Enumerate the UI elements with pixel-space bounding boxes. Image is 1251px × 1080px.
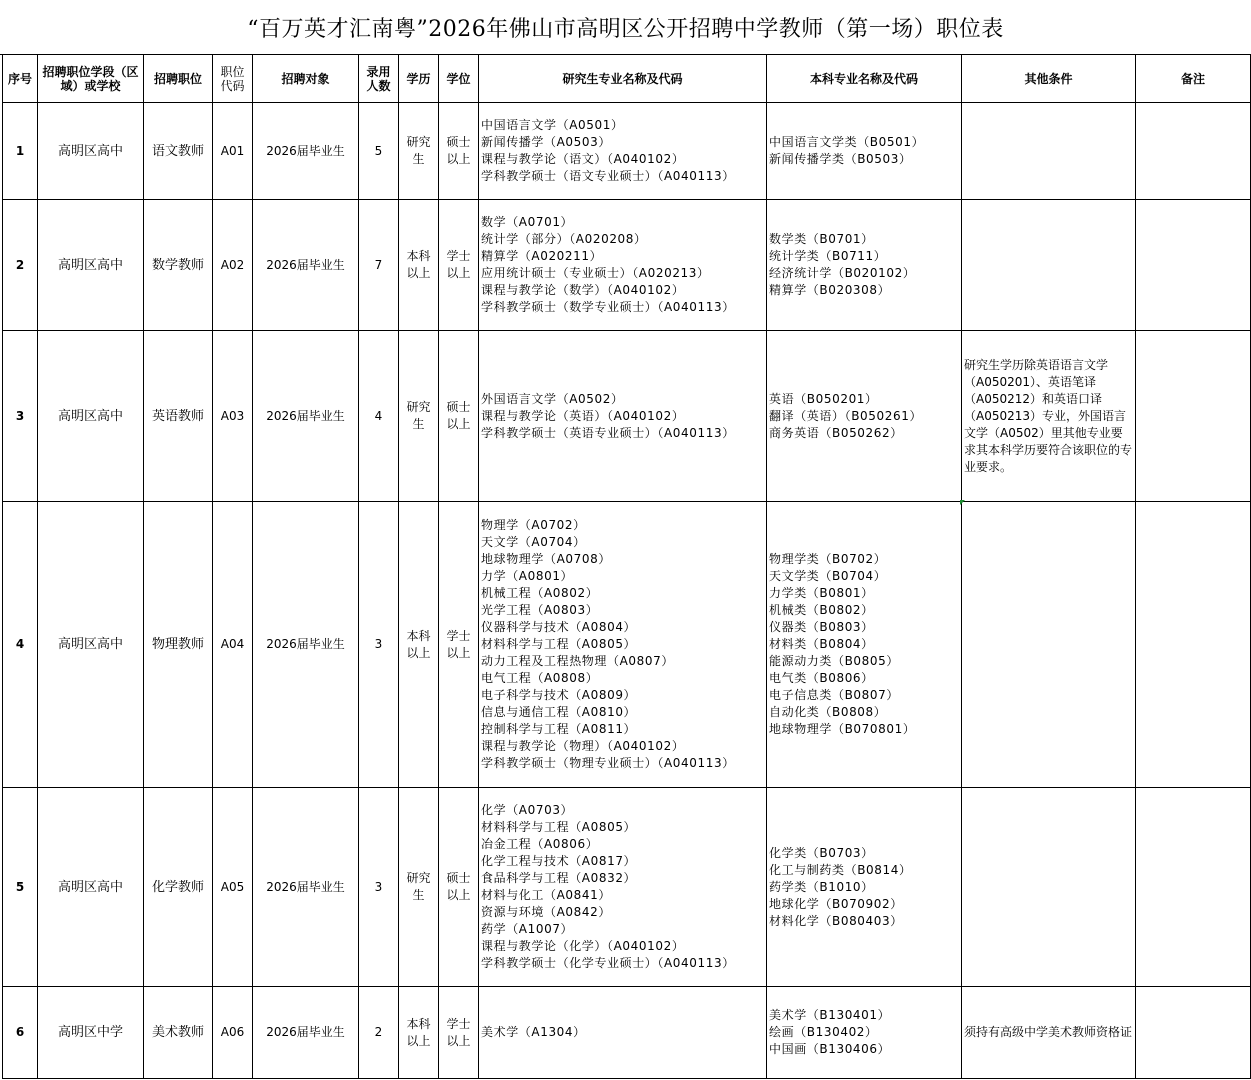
- header-ug-major: 本科专业名称及代码: [767, 55, 962, 103]
- row-grad-majors-item: 数学（A0701）: [481, 215, 574, 229]
- row-seq: 1: [3, 103, 38, 200]
- row-grad-majors-item: 仪器科学与技术（A0804）: [481, 620, 637, 634]
- row-ug-majors-item: 英语（B050201）: [769, 391, 878, 406]
- row-seq: 5: [3, 788, 38, 987]
- row-ug-majors-item: 数学类（B0701）: [769, 232, 874, 246]
- row-grad-majors-item: 应用统计硕士（专业硕士）（A020213）: [481, 266, 710, 280]
- row-ug-majors-item: 机械类（B0802）: [769, 603, 874, 617]
- row-ug-majors-item: 仪器类（B0803）: [769, 620, 874, 634]
- header-education: 学历: [399, 55, 439, 103]
- row-seq: 2: [3, 200, 38, 331]
- row-degree-text: 学士以上: [446, 628, 471, 660]
- row-grad-majors-item: 信息与通信工程（A0810）: [481, 705, 637, 719]
- row-grad-majors-item: 课程与教学论（英语）（A040102）: [481, 408, 685, 423]
- row-grad-majors-item: 新闻传播学（A0503）: [481, 135, 611, 149]
- row-ug-majors-item: 精算学（B020308）: [769, 283, 891, 297]
- row-grad-majors-item: 统计学（部分）（A020208）: [481, 232, 647, 246]
- table-row: [3, 987, 1251, 1079]
- row-position: 化学教师: [144, 788, 213, 987]
- row-grad-majors-item: 学科教学硕士（化学专业硕士）（A040113）: [481, 956, 735, 970]
- row-remarks: [1136, 788, 1251, 987]
- row-remarks: [1136, 200, 1251, 331]
- row-grad-majors-item: 控制科学与工程（A0811）: [481, 722, 637, 736]
- row-target: 2026届毕业生: [253, 502, 359, 788]
- row-education: [399, 331, 439, 502]
- row-grad-majors-item: 电气工程（A0808）: [481, 671, 599, 685]
- row-quota: 4: [359, 331, 399, 502]
- row-target: 2026届毕业生: [253, 788, 359, 987]
- row-education-text: 研究生: [406, 871, 431, 902]
- row-ug-majors-item: 化工与制药类（B0814）: [769, 862, 912, 877]
- table-body: [3, 103, 1251, 1079]
- row-school: 高明区高中: [38, 103, 144, 200]
- row-other-conditions: [962, 788, 1136, 987]
- row-education: [399, 200, 439, 331]
- row-grad-majors-item: 精算学（A020211）: [481, 249, 603, 263]
- row-ug-majors-item: 能源动力类（B0805）: [769, 654, 899, 668]
- header-code: 职位代码: [213, 55, 253, 103]
- header-grad-major: 研究生专业名称及代码: [479, 55, 767, 103]
- row-grad-majors: [479, 103, 767, 200]
- row-grad-majors-item: 学科教学硕士（英语专业硕士）（A040113）: [481, 425, 735, 440]
- table-row: [3, 331, 1251, 502]
- row-ug-majors-item: 中国语言文学类（B0501）: [769, 135, 925, 149]
- row-code: A03: [213, 331, 253, 502]
- header-degree: 学位: [439, 55, 479, 103]
- row-ug-majors-item: 地球化学（B070902）: [769, 896, 903, 911]
- row-ug-majors-item: 物理学类（B0702）: [769, 552, 887, 566]
- row-grad-majors-item: 课程与教学论（语文）（A040102）: [481, 152, 685, 166]
- row-grad-majors-item: 资源与环境（A0842）: [481, 905, 611, 919]
- row-grad-majors-item: 材料科学与工程（A0805）: [481, 637, 637, 651]
- header-school: 招聘职位学段（区域）或学校: [38, 55, 144, 103]
- row-school: 高明区高中: [38, 331, 144, 502]
- row-seq: 4: [3, 502, 38, 788]
- row-quota: 3: [359, 788, 399, 987]
- row-code: A06: [213, 987, 253, 1079]
- row-ug-majors-item: 化学类（B0703）: [769, 845, 874, 860]
- row-grad-majors: [479, 502, 767, 788]
- row-other-conditions: [962, 502, 1136, 788]
- row-ug-majors: [767, 200, 962, 331]
- row-grad-majors-item: 美术学（A1304）: [481, 1025, 586, 1039]
- row-education: [399, 103, 439, 200]
- row-grad-majors-item: 力学（A0801）: [481, 569, 574, 583]
- row-code: A02: [213, 200, 253, 331]
- row-degree-text: 学士以上: [446, 1016, 471, 1048]
- row-ug-majors-item: 中国画（B130406）: [769, 1042, 891, 1056]
- header-position: 招聘职位: [144, 55, 213, 103]
- row-position: 语文教师: [144, 103, 213, 200]
- row-degree-text: 硕士以上: [446, 400, 471, 431]
- row-quota: 3: [359, 502, 399, 788]
- row-remarks: [1136, 502, 1251, 788]
- row-ug-majors-item: 电气类（B0806）: [769, 671, 874, 685]
- row-ug-majors-item: 材料化学（B080403）: [769, 913, 903, 928]
- row-quota: 7: [359, 200, 399, 331]
- sheet-title: “百万英才汇南粤”2026年佛山市高明区公开招聘中学教师（第一场）职位表: [0, 0, 1251, 55]
- header-quota: 录用人数: [359, 55, 399, 103]
- row-degree-text: 学士以上: [446, 249, 471, 280]
- row-position: 数学教师: [144, 200, 213, 331]
- row-school: 高明区中学: [38, 987, 144, 1079]
- row-grad-majors-item: 地球物理学（A0708）: [481, 552, 611, 566]
- table-row: [3, 103, 1251, 200]
- header-other: 其他条件: [962, 55, 1136, 103]
- table-row: [3, 502, 1251, 788]
- row-quota: 2: [359, 987, 399, 1079]
- row-grad-majors: [479, 331, 767, 502]
- row-grad-majors-item: 食品科学与工程（A0832）: [481, 871, 637, 885]
- row-ug-majors-item: 力学类（B0801）: [769, 586, 874, 600]
- row-code: A04: [213, 502, 253, 788]
- row-ug-majors-item: 商务英语（B050262）: [769, 425, 903, 440]
- row-position: 美术教师: [144, 987, 213, 1079]
- row-ug-majors-item: 自动化类（B0808）: [769, 705, 887, 719]
- row-school: 高明区高中: [38, 200, 144, 331]
- table-row: [3, 788, 1251, 987]
- row-grad-majors-item: 机械工程（A0802）: [481, 586, 599, 600]
- row-degree: [439, 987, 479, 1079]
- row-seq: 6: [3, 987, 38, 1079]
- row-ug-majors-item: 药学类（B1010）: [769, 879, 874, 894]
- cell-comment-marker: [960, 500, 965, 505]
- row-ug-majors: [767, 788, 962, 987]
- row-grad-majors-item: 电子科学与技术（A0809）: [481, 688, 637, 702]
- row-degree-text: 硕士以上: [446, 135, 471, 166]
- row-education-text: 本科以上: [406, 1016, 431, 1048]
- row-grad-majors: [479, 987, 767, 1079]
- row-grad-majors-item: 中国语言文学（A0501）: [481, 118, 624, 132]
- row-ug-majors-item: 美术学（B130401）: [769, 1008, 891, 1022]
- row-remarks: [1136, 103, 1251, 200]
- row-degree: [439, 331, 479, 502]
- header-row: [3, 55, 1251, 103]
- row-ug-majors-item: 电子信息类（B0807）: [769, 688, 899, 702]
- row-grad-majors-item: 冶金工程（A0806）: [481, 837, 599, 851]
- positions-table: [2, 54, 1251, 1079]
- row-degree: [439, 200, 479, 331]
- row-ug-majors-item: 天文学类（B0704）: [769, 569, 887, 583]
- row-remarks: [1136, 987, 1251, 1079]
- row-ug-majors: [767, 987, 962, 1079]
- row-position: 物理教师: [144, 502, 213, 788]
- header-seq: 序号: [3, 55, 38, 103]
- row-grad-majors-item: 学科教学硕士（数学专业硕士）（A040113）: [481, 300, 735, 314]
- row-grad-majors: [479, 200, 767, 331]
- row-grad-majors-item: 课程与教学论（化学）（A040102）: [481, 939, 685, 953]
- row-ug-majors: [767, 103, 962, 200]
- row-seq: 3: [3, 331, 38, 502]
- row-education-text: 本科以上: [406, 628, 431, 660]
- row-education-text: 本科以上: [406, 249, 431, 280]
- row-school: 高明区高中: [38, 788, 144, 987]
- row-position: 英语教师: [144, 331, 213, 502]
- row-ug-majors-item: 绘画（B130402）: [769, 1025, 878, 1039]
- row-ug-majors-item: 新闻传播学类（B0503）: [769, 152, 912, 166]
- row-grad-majors-item: 学科教学硕士（语文专业硕士）（A040113）: [481, 169, 735, 183]
- row-grad-majors-item: 化学工程与技术（A0817）: [481, 854, 637, 868]
- row-target: 2026届毕业生: [253, 200, 359, 331]
- row-grad-majors-item: 材料与化工（A0841）: [481, 888, 611, 902]
- row-grad-majors: [479, 788, 767, 987]
- row-education-text: 研究生: [406, 400, 431, 431]
- row-ug-majors-item: 翻译（英语）（B050261）: [769, 408, 923, 423]
- row-grad-majors-item: 课程与教学论（数学）（A040102）: [481, 283, 685, 297]
- row-degree: [439, 502, 479, 788]
- row-ug-majors-item: 统计学类（B0711）: [769, 249, 887, 263]
- row-code: A05: [213, 788, 253, 987]
- row-code: A01: [213, 103, 253, 200]
- row-ug-majors: [767, 331, 962, 502]
- row-other-conditions: 须持有高级中学美术教师资格证: [962, 987, 1136, 1079]
- row-remarks: [1136, 331, 1251, 502]
- row-ug-majors-item: 材料类（B0804）: [769, 637, 874, 651]
- header-target: 招聘对象: [253, 55, 359, 103]
- row-grad-majors-item: 化学（A0703）: [481, 803, 574, 817]
- row-target: 2026届毕业生: [253, 103, 359, 200]
- row-grad-majors-item: 课程与教学论（物理）（A040102）: [481, 739, 685, 753]
- row-grad-majors-item: 材料科学与工程（A0805）: [481, 820, 637, 834]
- row-grad-majors-item: 药学（A1007）: [481, 922, 574, 936]
- row-other-conditions: [962, 200, 1136, 331]
- row-grad-majors-item: 天文学（A0704）: [481, 535, 586, 549]
- row-grad-majors-item: 外国语言文学（A0502）: [481, 391, 624, 406]
- row-education: [399, 987, 439, 1079]
- row-school: 高明区高中: [38, 502, 144, 788]
- row-education: [399, 502, 439, 788]
- header-remarks: 备注: [1136, 55, 1251, 103]
- row-ug-majors-item: 经济统计学（B020102）: [769, 266, 916, 280]
- row-education: [399, 788, 439, 987]
- row-degree-text: 硕士以上: [446, 871, 471, 902]
- row-education-text: 研究生: [406, 135, 431, 166]
- table-row: [3, 200, 1251, 331]
- row-target: 2026届毕业生: [253, 987, 359, 1079]
- row-degree: [439, 788, 479, 987]
- row-other-conditions: 研究生学历除英语语言文学（A050201）、英语笔译（A050212）和英语口译（A050213）专业，外国语言文学（A0502）里其他专业要求其本科学历要符合该职位的专业要求。: [962, 331, 1136, 502]
- row-ug-majors: [767, 502, 962, 788]
- row-grad-majors-item: 光学工程（A0803）: [481, 603, 599, 617]
- row-grad-majors-item: 学科教学硕士（物理专业硕士）（A040113）: [481, 756, 735, 770]
- row-other-conditions: [962, 103, 1136, 200]
- row-grad-majors-item: 物理学（A0702）: [481, 518, 586, 532]
- row-quota: 5: [359, 103, 399, 200]
- row-ug-majors-item: 地球物理学（B070801）: [769, 722, 916, 736]
- row-degree: [439, 103, 479, 200]
- row-target: 2026届毕业生: [253, 331, 359, 502]
- row-grad-majors-item: 动力工程及工程热物理（A0807）: [481, 654, 674, 668]
